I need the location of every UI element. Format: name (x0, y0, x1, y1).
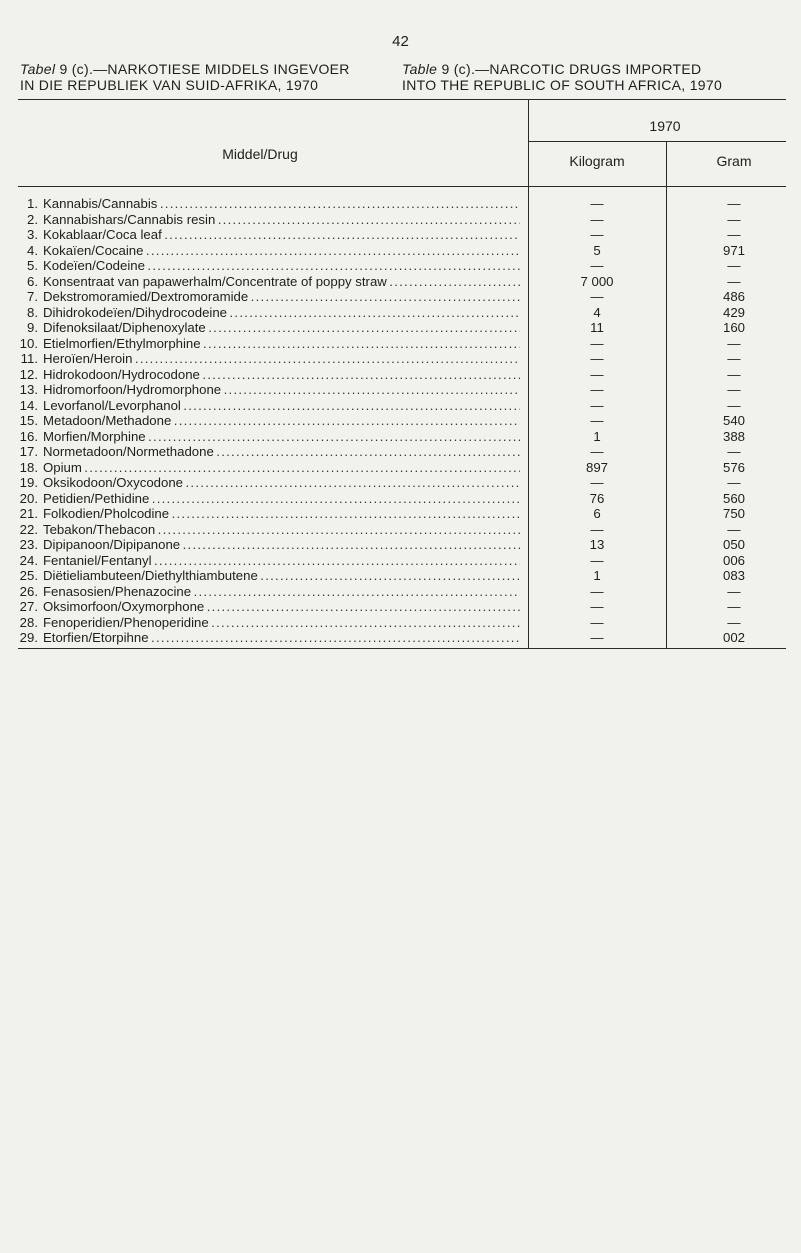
row-number: 9. (27, 320, 38, 335)
drug-name: Fentaniel/Fentanyl . . . (43, 553, 520, 569)
row-number: 1. (27, 196, 38, 211)
table-row (0, 630, 801, 646)
kilogram-value: 11 (590, 320, 604, 335)
row-number: 20. (19, 490, 38, 506)
row-number: 25. (19, 568, 38, 583)
row-number: 19. (19, 475, 38, 490)
table-row (0, 429, 801, 445)
gram-value: — (727, 273, 741, 289)
table-row (0, 212, 801, 228)
row-number: 16. (19, 428, 38, 444)
header-drug: Middel/Drug (222, 146, 298, 162)
gram-value: 540 (722, 413, 745, 428)
table-row (0, 227, 801, 243)
drug-name: Levorfanol/Levorphanol . . . (43, 398, 520, 414)
kilogram-value: — (590, 444, 604, 459)
table-row (0, 568, 801, 584)
kilogram-value: — (590, 630, 604, 645)
title-afr-label: Tabel (20, 61, 56, 77)
row-number: 12. (19, 366, 38, 382)
table-row (0, 398, 801, 414)
row-number: 11. (20, 351, 38, 366)
kilogram-value: 7 000 (580, 273, 614, 289)
row-number: 14. (19, 397, 38, 413)
row-number: 27. (19, 599, 38, 614)
title-english (402, 61, 722, 93)
table-row (0, 382, 801, 398)
row-number: 4. (27, 242, 38, 258)
gram-value: 083 (722, 568, 745, 583)
table-row (0, 491, 801, 507)
drug-name: Dihidrokodeïen/Dihydrocodeine . . . (43, 305, 520, 321)
gram-value: 429 (722, 304, 745, 320)
drug-name: Kodeïen/Codeine . . . (43, 258, 520, 274)
title-eng-label: Table (402, 61, 438, 77)
table-row (0, 289, 801, 305)
row-number: 2. (27, 211, 38, 227)
table-body (0, 196, 801, 646)
header-year: 1970 (649, 118, 681, 134)
kilogram-value: — (590, 382, 604, 397)
title-eng-rest: 9 (c).—NARCOTIC DRUGS IMPORTED (437, 61, 702, 77)
table-row (0, 553, 801, 569)
row-number: 21. (19, 506, 38, 521)
gram-value: 160 (722, 320, 745, 335)
kilogram-value: — (590, 413, 604, 428)
table-row (0, 475, 801, 491)
table-row (0, 506, 801, 522)
drug-name: Oksimorfoon/Oxymorphone . . . (43, 599, 520, 615)
table-row (0, 258, 801, 274)
drug-name: Etielmorfien/Ethylmorphine . . . (43, 336, 520, 352)
kilogram-value: — (590, 521, 604, 537)
table-row (0, 351, 801, 367)
kilogram-value: — (590, 583, 604, 599)
kilogram-value: — (590, 211, 604, 227)
drug-name: Morfien/Morphine . . . (43, 429, 520, 445)
drug-name: Heroïen/Heroin . . . (43, 351, 520, 367)
drug-name: Kannabis/Cannabis . . . (43, 196, 520, 212)
header-kilogram: Kilogram (569, 153, 625, 169)
gram-value: 002 (722, 630, 745, 645)
drug-name: Hidromorfoon/Hydromorphone . . . (43, 382, 520, 398)
table-row (0, 243, 801, 259)
drug-name: Diëtieliambuteen/Diethylthiambutene . . . (43, 568, 520, 584)
row-number: 24. (19, 552, 38, 568)
kilogram-value: 1 (593, 428, 601, 444)
gram-value: — (727, 444, 741, 459)
header-bottom-rule (18, 186, 786, 187)
title-afrikaans (20, 61, 350, 93)
row-number: 3. (27, 227, 38, 242)
table-row (0, 584, 801, 600)
kilogram-value: — (590, 552, 604, 568)
drug-name: Dipipanoon/Dipipanone . . . (43, 537, 520, 553)
kilogram-value: 5 (593, 242, 601, 258)
drug-name: Difenoksilaat/Diphenoxylate . . . (43, 320, 520, 336)
kilogram-value: 1 (593, 568, 601, 583)
kilogram-value: — (590, 351, 604, 366)
kilogram-value: — (590, 475, 604, 490)
header-gram: Gram (716, 153, 752, 169)
table-row (0, 444, 801, 460)
year-underline-rule (528, 141, 786, 142)
title-afr-line2: IN DIE REPUBLIEK VAN SUID-AFRIKA, 1970 (20, 77, 319, 93)
row-number: 23. (19, 537, 38, 552)
kilogram-value: — (590, 196, 604, 211)
row-number: 7. (27, 289, 38, 304)
kilogram-value: — (590, 289, 604, 304)
gram-value: 050 (722, 537, 745, 552)
row-number: 13. (19, 382, 38, 397)
drug-name: Metadoon/Methadone . . . (43, 413, 520, 429)
kilogram-value: 6 (593, 506, 601, 521)
row-number: 5. (27, 258, 38, 273)
drug-name: Petidien/Pethidine . . . (43, 491, 520, 507)
row-number: 8. (27, 304, 38, 320)
gram-value: 750 (722, 506, 745, 521)
table-bottom-rule (18, 648, 786, 649)
gram-value: 560 (722, 490, 745, 506)
gram-value: — (727, 196, 741, 211)
gram-value: — (727, 614, 741, 630)
table-row (0, 274, 801, 290)
table-row (0, 599, 801, 615)
drug-name: Fenasosien/Phenazocine . . . (43, 584, 520, 600)
row-number: 17. (19, 444, 38, 459)
kilogram-value: 76 (589, 490, 605, 506)
drug-name: Fenoperidien/Phenoperidine . . . (43, 615, 520, 631)
table-row (0, 615, 801, 631)
drug-name: Kannabishars/Cannabis resin . . . (43, 212, 520, 228)
row-number: 6. (27, 273, 38, 289)
title-eng-line2: INTO THE REPUBLIC OF SOUTH AFRICA, 1970 (402, 77, 723, 93)
table-row (0, 522, 801, 538)
title-afr-rest: 9 (c).—NARKOTIESE MIDDELS INGEVOER (55, 61, 350, 77)
kilogram-value: — (590, 366, 604, 382)
table-row (0, 537, 801, 553)
drug-name: Normetadoon/Normethadone . . . (43, 444, 520, 460)
gram-value: — (727, 382, 741, 397)
row-number: 10. (19, 335, 38, 351)
gram-value: — (727, 599, 741, 614)
table-row (0, 367, 801, 383)
gram-value: — (727, 521, 741, 537)
row-number: 15. (19, 413, 38, 428)
gram-value: — (727, 583, 741, 599)
table-row (0, 305, 801, 321)
table-row (0, 413, 801, 429)
gram-value: 006 (722, 552, 745, 568)
row-number: 18. (19, 459, 38, 475)
kilogram-value: — (590, 397, 604, 413)
drug-name: Hidrokodoon/Hydrocodone . . . (43, 367, 520, 383)
drug-name: Kokablaar/Coca leaf . . . (43, 227, 520, 243)
gram-value: — (727, 227, 741, 242)
gram-value: — (727, 351, 741, 366)
row-number: 28. (19, 614, 38, 630)
drug-name: Opium . . . (43, 460, 520, 476)
kilogram-value: — (590, 258, 604, 273)
drug-name: Oksikodoon/Oxycodone . . . (43, 475, 520, 491)
gram-value: 576 (722, 459, 745, 475)
page-number: 42 (392, 33, 409, 50)
kilogram-value: — (590, 227, 604, 242)
row-number: 22. (19, 521, 38, 537)
row-number: 26. (19, 583, 38, 599)
gram-value: 971 (722, 242, 745, 258)
gram-value: — (727, 211, 741, 227)
kilogram-value: 897 (585, 459, 608, 475)
gram-value: — (727, 335, 741, 351)
table-row (0, 336, 801, 352)
table-row (0, 320, 801, 336)
drug-name: Tebakon/Thebacon . . . (43, 522, 520, 538)
gram-value: — (727, 475, 741, 490)
kilogram-value: 13 (589, 537, 605, 552)
drug-name: Kokaïen/Cocaine . . . (43, 243, 520, 259)
gram-value: — (727, 366, 741, 382)
gram-value: 486 (722, 289, 745, 304)
gram-value: 388 (722, 428, 745, 444)
drug-name: Folkodien/Pholcodine . . . (43, 506, 520, 522)
kilogram-value: — (590, 335, 604, 351)
gram-value: — (727, 397, 741, 413)
drug-name: Etorfien/Etorpihne . . . (43, 630, 520, 646)
kilogram-value: 4 (593, 304, 601, 320)
drug-name: Dekstromoramied/Dextromoramide . . . (43, 289, 520, 305)
table-row (0, 460, 801, 476)
table-top-rule (18, 99, 786, 100)
kilogram-value: — (590, 599, 604, 614)
kilogram-value: — (590, 614, 604, 630)
row-number: 29. (19, 630, 38, 645)
gram-value: — (727, 258, 741, 273)
table-row (0, 196, 801, 212)
drug-name: Konsentraat van papawerhalm/Concentrate of poppy straw . . . (43, 274, 520, 290)
